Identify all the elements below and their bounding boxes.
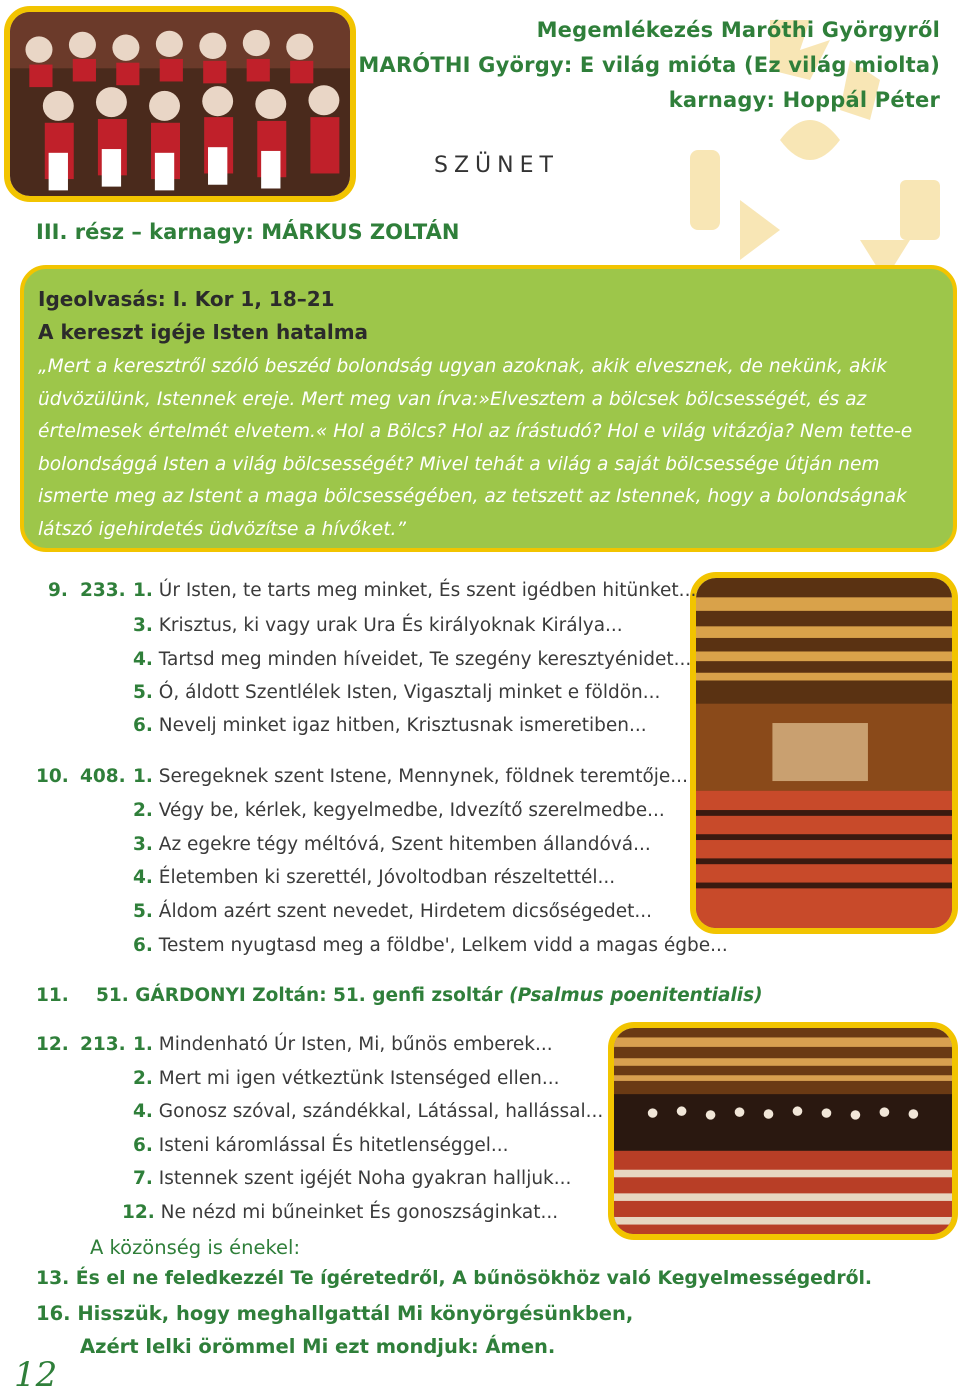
congregation-line-16b: Azért lelki örömmel Mi ezt mondjuk: Ámen.	[80, 1335, 556, 1358]
verse-number: 1.	[133, 766, 153, 787]
hymn10-verse	[133, 935, 728, 956]
verse-number: 5.	[133, 682, 153, 703]
congregation-label: A közönség is énekel:	[90, 1236, 301, 1259]
verse-text: Gonosz szóval, szándékkal, Látással, hallással...	[158, 1101, 604, 1122]
hymn12-verse	[133, 1034, 553, 1055]
hymn10-verse	[133, 834, 651, 855]
hymn9-verse	[133, 615, 623, 636]
intermission: SZÜNET	[434, 153, 559, 178]
verse-number: 1.	[133, 1034, 153, 1055]
verse-text: Isteni káromlással És hitetlenséggel...	[158, 1135, 509, 1156]
verse-number: 4.	[133, 1101, 153, 1122]
hymn9-verse	[133, 649, 691, 670]
congregation-line-16: 16. Hisszük, hogy meghallgattál Mi könyörgésünkben,	[36, 1302, 634, 1325]
verse-text: Nevelj minket igaz hitben, Krisztusnak ismeretiben...	[158, 715, 647, 736]
verse-number: 3.	[133, 834, 153, 855]
verse-text: Ne nézd mi bűneinket És gonoszságinkat...	[160, 1202, 559, 1223]
header-line-2-text: MARÓTHI György: E világ mióta (Ez világ miolta)	[358, 53, 940, 77]
hymn12-verse	[133, 1101, 603, 1122]
verse-text: Istennek szent igéjét Noha gyakran halljuk...	[158, 1168, 572, 1189]
page-number: 12	[14, 1355, 58, 1395]
reading-box	[20, 265, 957, 552]
hymn10-verse	[133, 901, 652, 922]
hymn9-number: 233.	[80, 580, 126, 601]
item11-italic: (Psalmus poenitentialis)	[509, 985, 763, 1006]
verse-text: Életemben ki szerettél, Jóvoltodban részeltettél...	[158, 867, 616, 888]
header-line-2	[358, 53, 940, 77]
item11-text: 51. GÁRDONYI Zoltán: 51. genfi zsoltár	[96, 985, 503, 1006]
verse-number: 5.	[133, 901, 153, 922]
verse-number: 6.	[133, 715, 153, 736]
verse-number: 12.	[122, 1202, 155, 1223]
choir-photo	[4, 6, 356, 202]
hymn12-number: 213.	[80, 1034, 126, 1055]
verse-text: Mert mi igen vétkeztünk Istenséged ellen...	[158, 1068, 560, 1089]
concert-hall-photo	[690, 572, 958, 934]
reading-heading-2: A kereszt igéje Isten hatalma	[38, 320, 369, 344]
verse-text: Végy be, kérlek, kegyelmedbe, Idvezítő szerelmedbe...	[158, 800, 665, 821]
part3-title: III. rész – karnagy: MÁRKUS ZOLTÁN	[36, 220, 460, 244]
hymn12-verse	[133, 1135, 509, 1156]
item11-title	[96, 985, 763, 1006]
verse-number: 3.	[133, 615, 153, 636]
verse-number: 6.	[133, 935, 153, 956]
header-line-3: karnagy: Hoppál Péter	[668, 88, 940, 112]
hymn9-verse	[133, 682, 660, 703]
verse-number: 4.	[133, 649, 153, 670]
verse-text: Ó, áldott Szentlélek Isten, Vigasztalj minket e földön...	[158, 682, 661, 703]
verse-text: Áldom azért szent nevedet, Hirdetem dicsőségedet...	[158, 901, 653, 922]
reading-heading-1: Igeolvasás: I. Kor 1, 18–21	[38, 287, 335, 311]
congregation-line-13: 13. És el ne feledkezzél Te ígéretedről, A bűnösökhöz való Kegyelmességedről.	[36, 1268, 873, 1289]
hymn10-verse	[133, 766, 688, 787]
verse-number: 7.	[133, 1168, 153, 1189]
verse-text: Krisztus, ki vagy urak Ura És királyoknak Királya...	[158, 615, 623, 636]
header-line-1: Megemlékezés Maróthi Györgyről	[536, 18, 940, 42]
verse-text: Az egekre tégy méltóvá, Szent hitemben állandóvá...	[158, 834, 651, 855]
reading-quote: „Mert a keresztről szóló beszéd bolondság ugyan azoknak, akik elvesznek, de nekünk, akik üdvözülünk, Istennek ereje. Mert meg van írva:»Elvesztem a bölcsek bölcsességét, és az értelmesek értelmét elvetem.« Hol a Bölcs? Hol az írástudó? Hol e világ vitázója? Nem tette-e bolondsággá Isten a világ bölcsességét? Mivel tehát a világ a saját bölcsessége útján nem ismerte meg az Istent a maga bölcsességében, az tetszett az Istennek, hogy a bolondságnak látszó igehirdetés üdvözítse a hívőket.”	[38, 356, 913, 540]
hymn12-verse	[122, 1202, 558, 1223]
item11-index: 11.	[36, 985, 69, 1006]
hymn9-verse	[133, 580, 696, 601]
hymn10-verse	[133, 800, 665, 821]
hymn12-verse	[133, 1168, 571, 1189]
verse-number: 2.	[133, 800, 153, 821]
verse-number: 4.	[133, 867, 153, 888]
hymn9-index: 9.	[48, 580, 68, 601]
verse-text: Seregeknek szent Istene, Mennynek, földnek teremtője...	[158, 766, 688, 787]
verse-text: Testem nyugtasd meg a földbe', Lelkem vidd a magas égbe...	[158, 935, 728, 956]
hymn12-index: 12.	[36, 1034, 69, 1055]
verse-text: Tartsd meg minden híveidet, Te szegény keresztyénidet...	[158, 649, 692, 670]
verse-number: 6.	[133, 1135, 153, 1156]
hymn9-verse	[133, 715, 647, 736]
hymn10-index: 10.	[36, 766, 69, 787]
hymn12-verse	[133, 1068, 559, 1089]
hymn10-verse	[133, 867, 615, 888]
verse-number: 2.	[133, 1068, 153, 1089]
orchestra-photo	[608, 1022, 958, 1240]
verse-text: Mindenható Úr Isten, Mi, bűnös emberek...	[158, 1034, 553, 1055]
verse-text: Úr Isten, te tarts meg minket, És szent igédben hitünket...	[158, 580, 697, 601]
verse-number: 1.	[133, 580, 153, 601]
hymn10-number: 408.	[80, 766, 126, 787]
